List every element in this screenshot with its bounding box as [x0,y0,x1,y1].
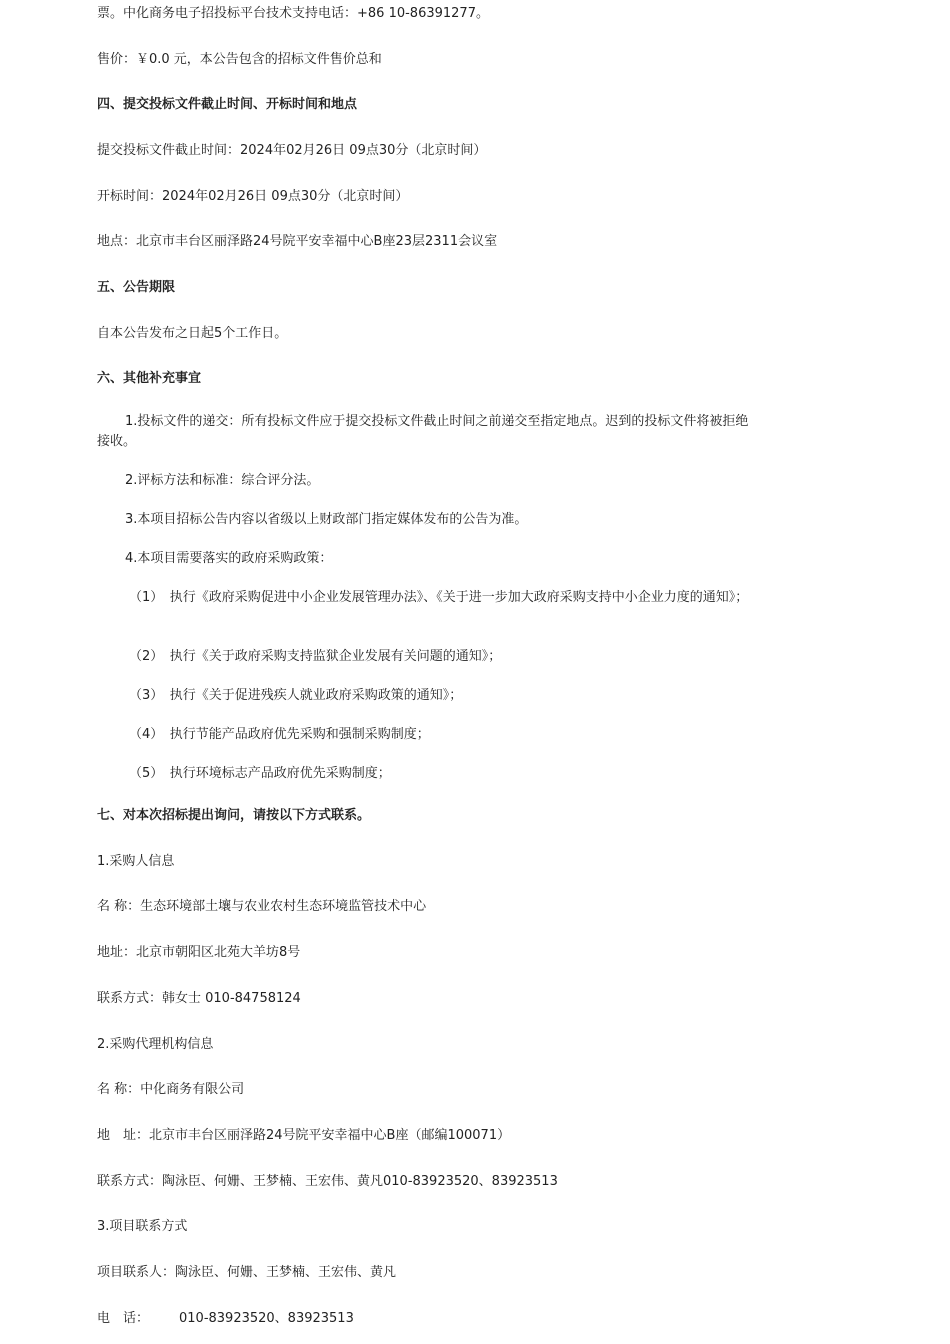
section4-heading: 四、提交投标文件截止时间、开标时间和地点 [97,97,358,112]
project-phone-value: 010-83923520、83923513 [179,1311,354,1326]
policy-item-2: （2） 执行《关于政府采购支持监狱企业发展有关问题的通知》； [129,649,502,664]
purchaser-title: 1.采购人信息 [97,854,175,869]
price-text: 售价：￥0.0 元，本公告包含的招标文件售价总和 [97,52,382,67]
agency-title: 2.采购代理机构信息 [97,1037,214,1052]
project-phone-row [97,1309,354,1329]
purchaser-address: 地址：北京市朝阳区北苑大羊坊8号 [97,945,301,960]
policy-item-3: （3） 执行《关于促进残疾人就业政府采购政策的通知》； [129,688,463,703]
purchaser-name: 名 称：生态环境部土壤与农业农村生态环境监管技术中心 [97,899,427,914]
policy-item-1: （1） 执行《政府采购促进中小企业发展管理办法》、《关于进一步加大政府采购支持中小企业力度的通知》； [129,590,749,605]
policy-item-4: （4） 执行节能产品政府优先采购和强制采购制度； [129,727,430,742]
supplement-item-1: 1.投标文件的递交：所有投标文件应于提交投标文件截止时间之前递交至指定地点。迟到的投标文件将被拒绝接收。 [97,414,749,449]
section6-heading: 六、其他补充事宜 [97,371,202,386]
bid-open-time-text: 开标时间：2024年02月26日 09点30分（北京时间） [97,189,409,204]
supplement-item-3: 3.本项目招标公告内容以省级以上财政部门指定媒体发布的公告为准。 [125,512,528,527]
bid-deadline-text: 提交投标文件截止时间：2024年02月26日 09点30分（北京时间） [97,143,487,158]
project-phone-label: 电 话： [97,1311,150,1326]
agency-name: 名 称：中化商务有限公司 [97,1082,245,1097]
purchaser-contact: 联系方式：韩女士 010-84758124 [97,991,301,1006]
supplement-item-4: 4.本项目需要落实的政府采购政策： [125,551,333,566]
support-tel-text: 票。中化商务电子招投标平台技术支持电话：+86 10-86391277。 [97,6,489,21]
section5-heading: 五、公告期限 [97,280,176,295]
policy-item-5: （5） 执行环境标志产品政府优先采购制度； [129,766,391,781]
agency-address: 地 址：北京市丰台区丽泽路24号院平安幸福中心B座（邮编100071） [97,1128,511,1143]
project-contact-people: 项目联系人：陶泳臣、何姗、王梦楠、王宏伟、黄凡 [97,1265,397,1280]
section7-heading: 七、对本次招标提出询问，请按以下方式联系。 [97,808,371,823]
project-contact-title: 3.项目联系方式 [97,1219,188,1234]
agency-contact: 联系方式：陶泳臣、何姗、王梦楠、王宏伟、黄凡010-83923520、83923513 [97,1174,558,1189]
supplement-item-2: 2.评标方法和标准：综合评分法。 [125,473,320,488]
announcement-period-text: 自本公告发布之日起5个工作日。 [97,326,288,341]
bid-location-text: 地点：北京市丰台区丽泽路24号院平安幸福中心B座23层2311会议室 [97,234,498,249]
